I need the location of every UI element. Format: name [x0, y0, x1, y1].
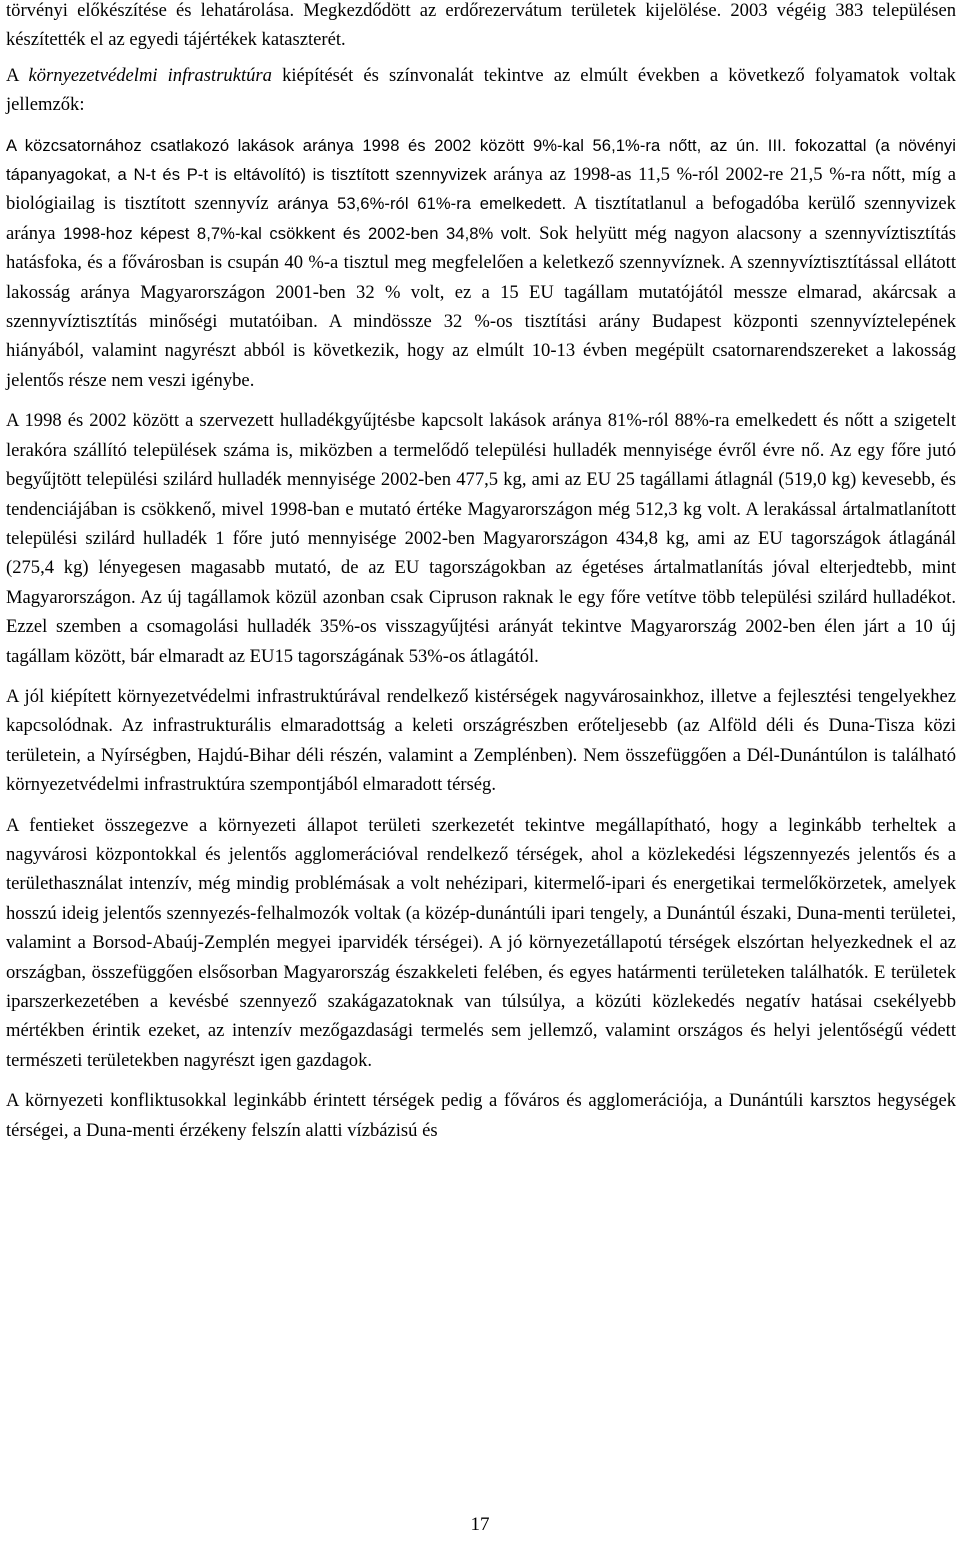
paragraph-text: A tisztítatlanul a befogadóba kerülő szennyvizek aránya — [6, 193, 956, 244]
paragraph-text: A fentieket összegezve a környezeti állapot területi szerkezetét tekintve megállapítható, hogy a leginkább terheltek a nagyvárosi központokkal és jelentős agglomerációval rendelkező térségek, ahol a közlekedési légszennyezés jelentős és a területhasználat intenzív, még mindig problémásak a volt nehézipari, kitermelő-ipari és energetikai termelőkörzetek, amelyek hosszú ideig jelentős szennyezés-felhalmozók voltak (a közép-dunántúli ipari tengely, a Dunántúl északi, Duna-menti területei, valamint a Borsod-Abaúj-Zemplén megyei iparvidék térségei). A jó környezetállapotú térségek elszórtan helyezkednek el az országban, összefüggően elsősorban Magyarország északkeleti felében, és egyes határmenti területeken találhatók. E területek iparszerkezetében a kevésbé szennyező szakágazatoknak van túlsúlya, a közúti közlekedés negatív hatásai csekélyebb mértékben érintik ezeket, az intenzív mezőgazdasági termelés sem jellemző, valamint országos és helyi jelentőségű védett természeti területekben nagyrészt igen gazdagok. — [6, 814, 956, 1071]
paragraph-regional-infrastructure — [6, 682, 956, 800]
paragraph-text: aránya 53,6%-ról 61%-ra emelkedett. — [268, 194, 567, 214]
paragraph-text: A környezeti konfliktusokkal leginkább érintett térségek pedig a főváros és agglomerációja, a Dunántúli karsztos hegységek térségei, a Duna-menti érzékeny felszín alatti vízbázisú és — [6, 1090, 956, 1141]
paragraph-text: aránya az 1998-as 11,5 %-ról 2002-re 21,5 %-ra nőtt, míg a biológiailag is tisztított szennyvíz — [6, 164, 957, 215]
emphasized-term: környezetvédelmi infrastruktúra — [28, 64, 272, 86]
paragraph-text: A — [6, 64, 29, 86]
paragraph-waste-collection — [6, 406, 956, 671]
paragraph-text: A jól kiépített környezetvédelmi infrastruktúrával rendelkező kistérségek nagyvárosainkhoz, illetve a fejlesztési tengelyekhez kapcsolódnak. Az infrastrukturális elmaradottság a keleti országrészben erőteljesebb (az Alföld déli és Duna-Tisza közi területein, a Nyírségben, Hajdú-Bihar déli részén, valamint a Zemplénben). Nem összefüggően a Dél-Dunántúlon is található környezetvédelmi infrastruktúra szempontjából elmaradott térség. — [6, 685, 956, 796]
paragraph-wastewater — [6, 131, 956, 396]
paragraph-environmental-summary — [6, 811, 956, 1076]
document-page — [6, 0, 956, 1145]
paragraph-conflict-areas — [6, 1086, 956, 1145]
paragraph-protected-areas — [6, 0, 956, 55]
paragraph-infrastructure-intro — [6, 61, 956, 120]
paragraph-text: A 1998 és 2002 között a szervezett hulladékgyűjtésbe kapcsolt lakások aránya 81%-ról 88%-ra emelkedett és nőtt a szigetelt lerakóra szállító települések száma is, miközben a termelődő települési hulladék mennyisége évről évre nő. Az egy főre jutó begyűjtött települési szilárd hulladék mennyisége 2002-ben 477,5 kg, ami az EU 25 tagállami átlagnál (519,0 kg) kevesebb, és tendenciájában is csökkenő, mivel 1998-ban e mutató értéke Magyarországon még 512,3 kg volt. A lerakással ártalmatlanított települési szilárd hulladék 1 főre jutó mennyisége 2002-ben Magyarországon 434,8 kg, ami az EU tagországok átlagánál (275,4 kg) lényegesen magasabb mutató, de az EU tagországokban az égetéses ártalmatlanítás jóval elterjedtebb, mint Magyarországon. Az új tagállamok közül azonban csak Cipruson raknak le egy főre vetítve több települési szilárd hulladékot. Ezzel szemben a csomagolási hulladék 35%-os visszagyűjtési arányát tekintve Magyarország 2002-ben élen járt a 10 új tagállam között, bár elmaradt az EU15 tagországának 53%-os átlagától. — [6, 410, 956, 667]
paragraph-text: A közcsatornához csatlakozó lakások aránya 1998 és 2002 között 9%-kal 56,1%-ra nőtt, az ún. III. fokozattal (a növényi tápanyagokat, a N-t és P-t is eltávolító) is tisztított szennyvizek — [6, 135, 956, 185]
paragraph-text: törvényi előkészítése és lehatárolása. Megkezdődött az erdőrezervátum területek kijelölése. 2003 végéig 383 településen készítették el az egyedi tájértékek kataszterét. — [6, 0, 956, 51]
paragraph-text: 1998-hoz képest 8,7%-kal csökkent és 2002-ben 34,8% volt. — [55, 223, 532, 243]
paragraph-text: Sok helyütt még nagyon alacsony a szennyvíztisztítás hatásfoka, és a fővárosban is csupán 40 %-a tisztul meg megfelelően a keletkező szennyvíznek. A szennyvíztisztítással ellátott lakosság aránya Magyarországon 2001-ben 32 % volt, ez a 15 EU tagállam mutatójától messze elmarad, akárcsak a szennyvíztisztítás minőségi mutatóiban. A mindössze 32 %-os tisztítási arány Budapest központi szennyvíztelepének hiányából, valamint nagyrészt abból is következik, hogy az elmúlt 10-13 évben megépült csatornarendszereket a lakosság jelentős része nem veszi igénybe. — [6, 222, 957, 391]
page-number: 17 — [470, 1514, 490, 1535]
paragraph-text: kiépítését és színvonalát tekintve az elmúlt években a következő folyamatok voltak jellemzők: — [6, 64, 956, 116]
